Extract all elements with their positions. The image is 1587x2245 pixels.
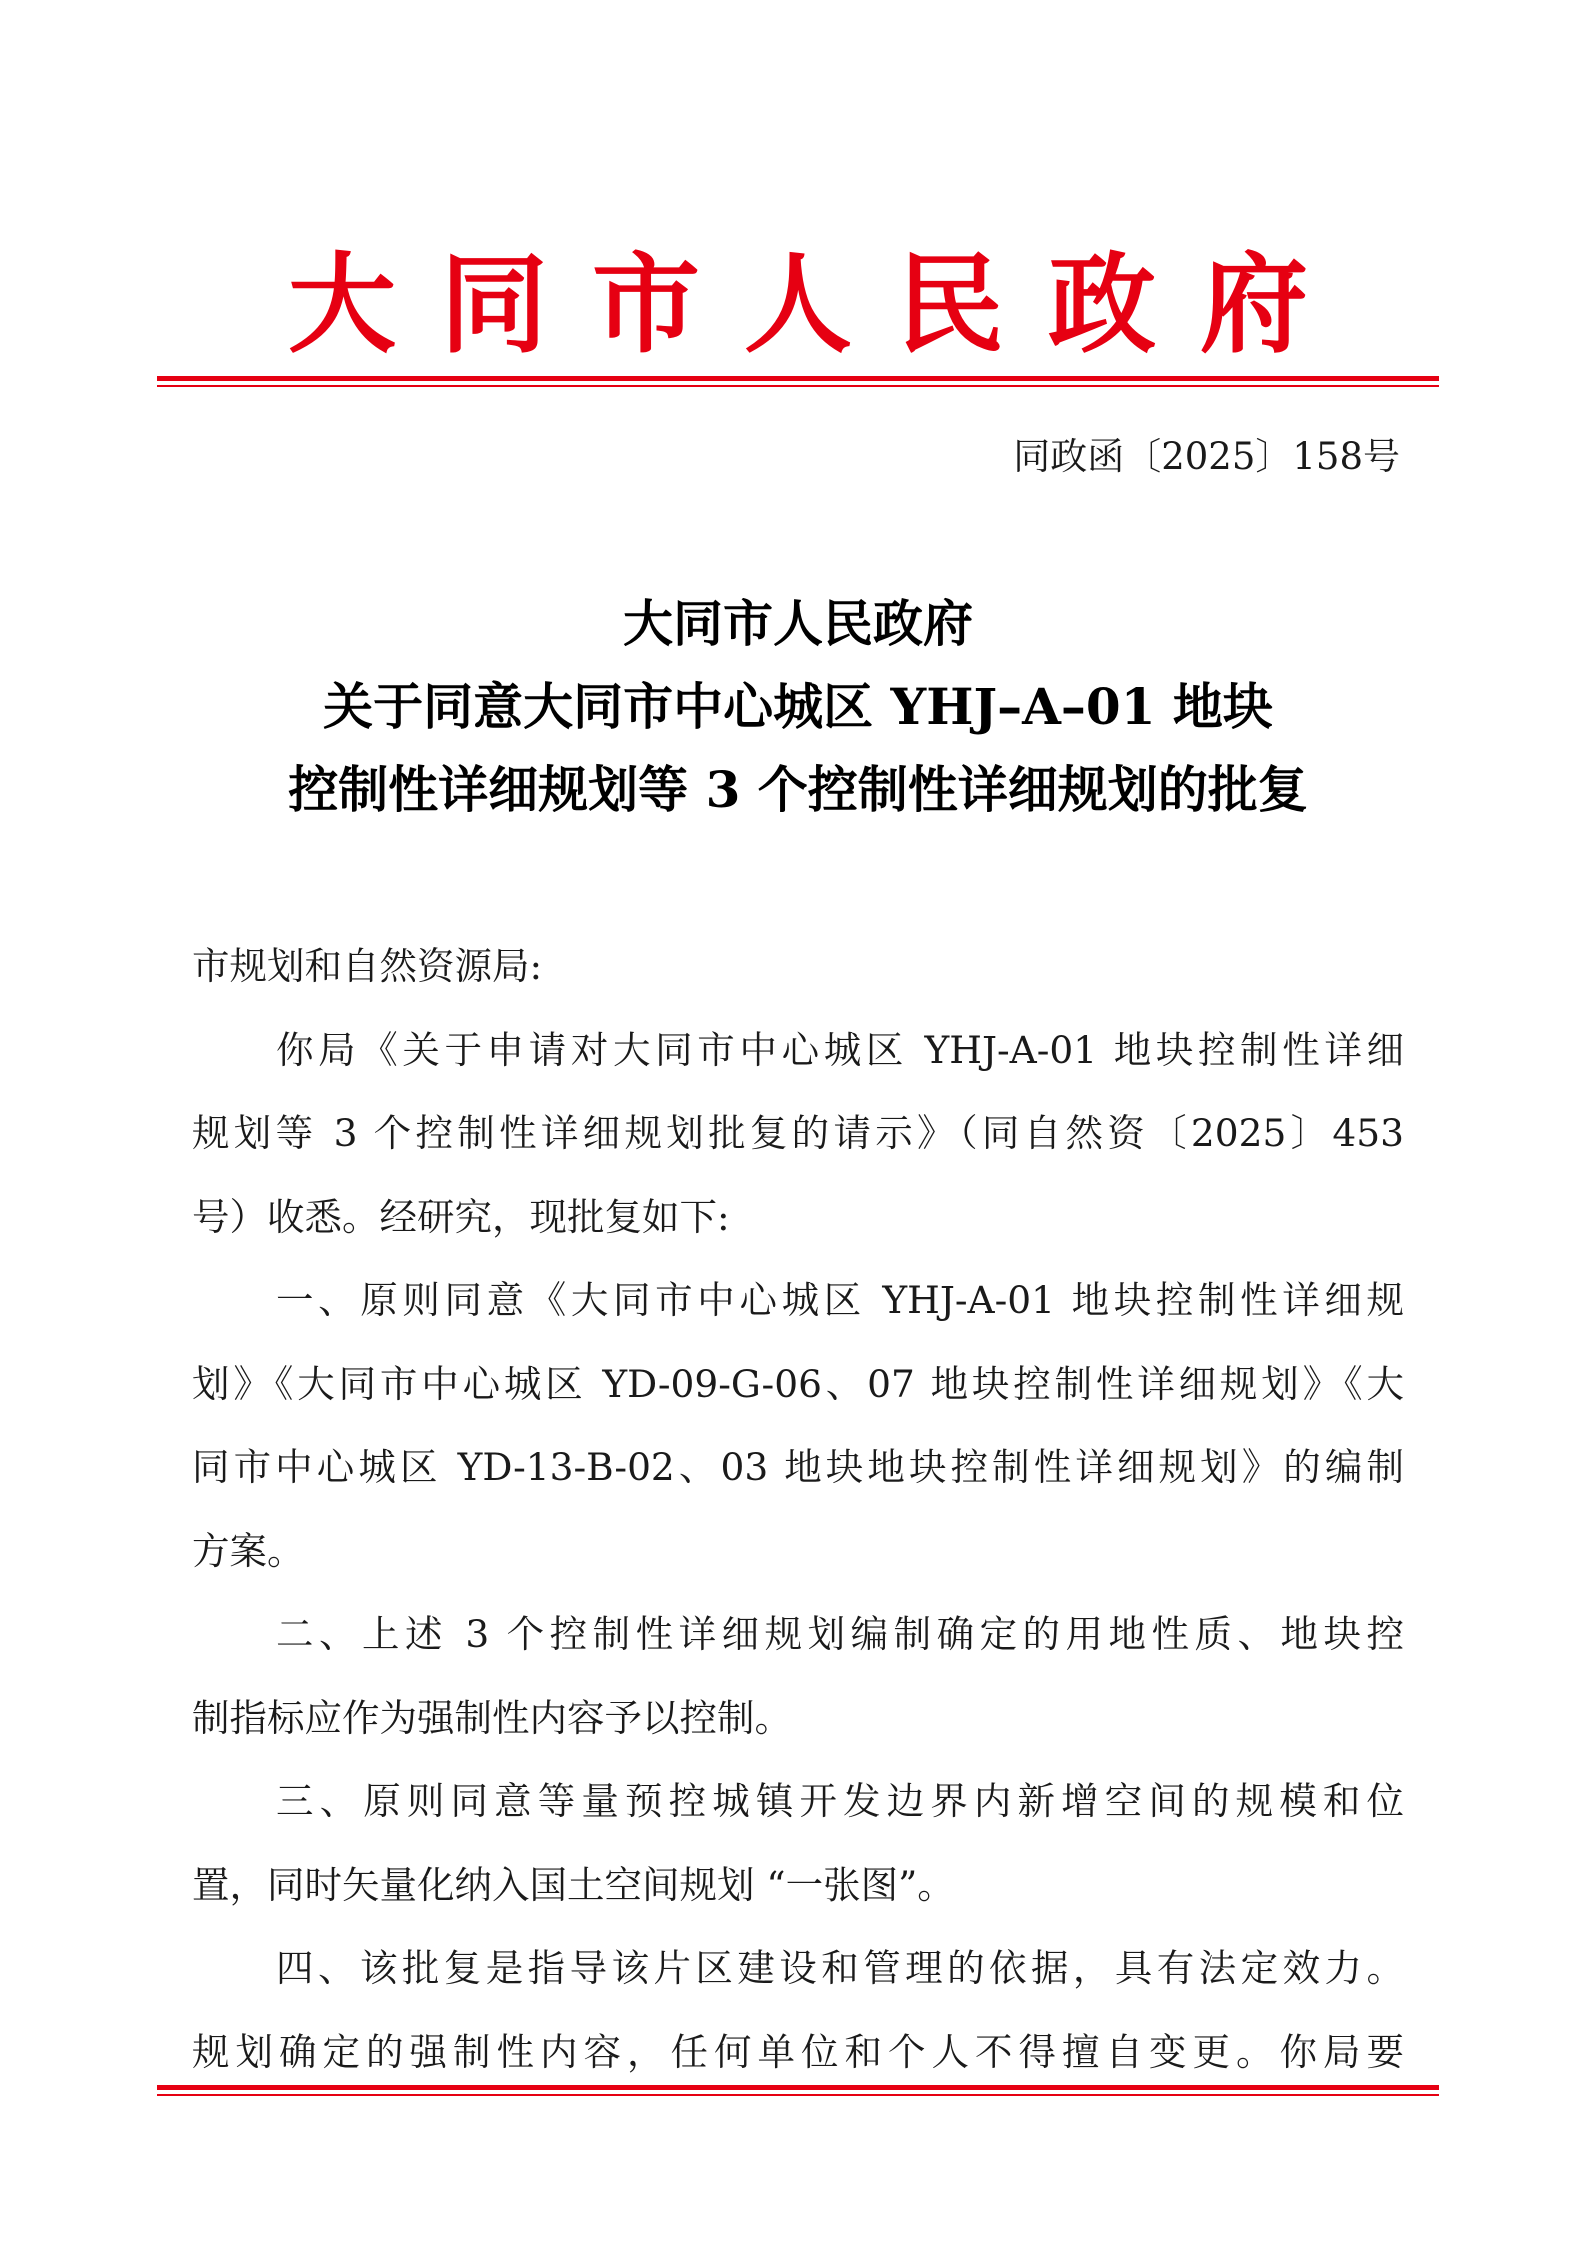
document-title	[157, 582, 1439, 831]
title-line: 大同市人民政府	[623, 594, 973, 653]
body-line: 三、原则同意等量预控城镇开发边界内新增空间的规模和位	[276, 1779, 1404, 1823]
body-line: 号）收悉。经研究，现批复如下:	[192, 1194, 730, 1239]
document-number: 同政函〔2025〕158号	[1013, 435, 1400, 478]
body-line: 同市中心城区 YD-13-B-02、03 地块地块控制性详细规划》的编制	[192, 1445, 1404, 1489]
body-line: 四、该批复是指导该片区建设和管理的依据，具有法定效力。	[276, 1946, 1404, 1990]
body-line: 规划确定的强制性内容，任何单位和个人不得擅自变更。你局要	[192, 2029, 1404, 2074]
body-line-salutation: 市规划和自然资源局:	[192, 944, 543, 988]
title-line: 关于同意大同市中心城区 YHJ–A–01 地块	[323, 677, 1273, 736]
masthead-government-name: 大同市人民政府	[287, 242, 1352, 368]
title-line: 控制性详细规划等 3 个控制性详细规划的批复	[288, 760, 1308, 819]
body-line: 方案。	[192, 1528, 305, 1573]
masthead-red-divider	[157, 376, 1439, 387]
body-line: 二、上述 3 个控制性详细规划编制确定的用地性质、地块控	[276, 1612, 1404, 1656]
body-line: 你局《关于申请对大同市中心城区 YHJ-A-01 地块控制性详细	[276, 1027, 1404, 1072]
footer-red-divider	[157, 2085, 1439, 2096]
document-body	[192, 925, 1404, 2094]
body-line: 规划等 3 个控制性详细规划批复的请示》（同自然资〔2025〕453	[192, 1111, 1404, 1155]
body-line: 置，同时矢量化纳入国土空间规划 “一张图”。	[192, 1862, 955, 1907]
body-line: 划》《大同市中心城区 YD-09-G-06、07 地块控制性详细规划》《大	[192, 1361, 1404, 1406]
body-line: 制指标应作为强制性内容予以控制。	[192, 1695, 792, 1740]
body-line: 一、原则同意《大同市中心城区 YHJ-A-01 地块控制性详细规	[276, 1278, 1404, 1322]
